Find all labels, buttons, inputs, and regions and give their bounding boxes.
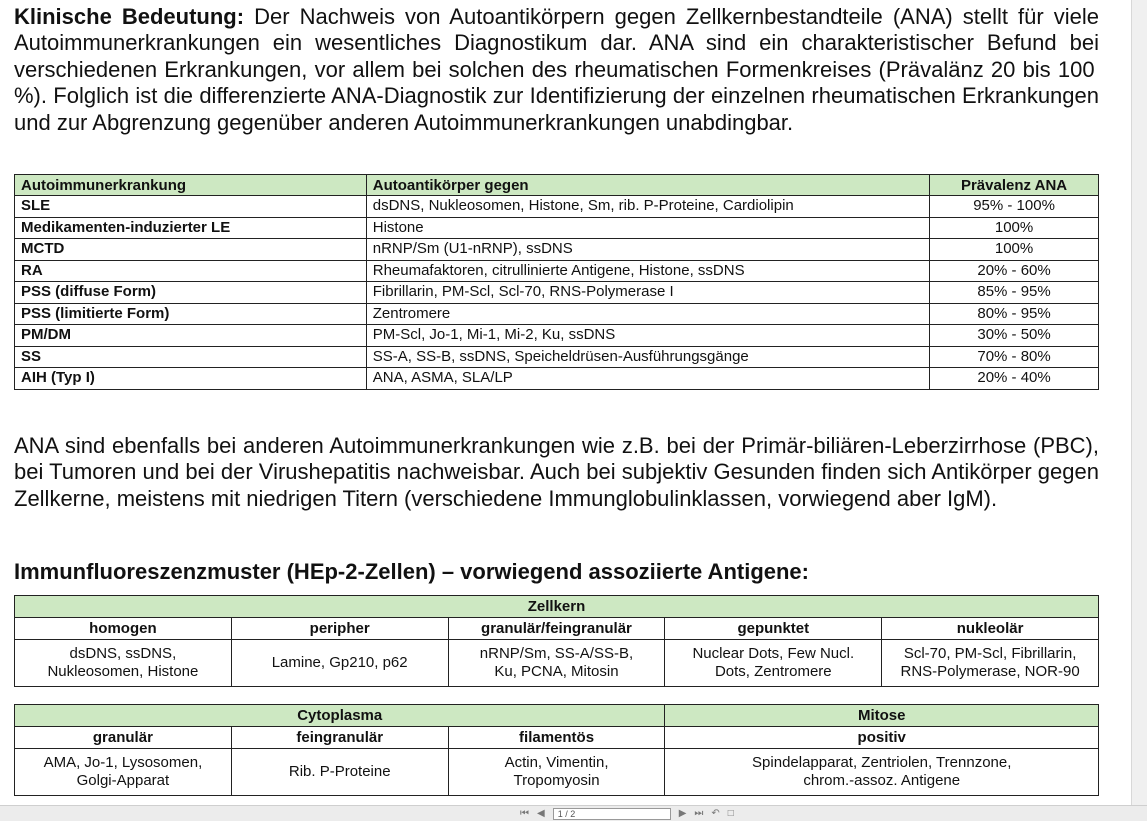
viewer-scrollbar[interactable] bbox=[1131, 0, 1147, 806]
header-prevalence: Prävalenz ANA bbox=[930, 175, 1099, 196]
prevalence-cell: 100% bbox=[930, 239, 1099, 261]
pattern-header-peripher: peripher bbox=[231, 618, 448, 640]
antibodies-cell: PM-Scl, Jo-1, Mi-1, Mi-2, Ku, ssDNS bbox=[366, 325, 929, 347]
antibodies-cell: Fibrillarin, PM-Scl, Scl-70, RNS-Polymerase I bbox=[366, 282, 929, 304]
table-row bbox=[15, 196, 1099, 218]
pattern-header-nukleolaer: nukleolär bbox=[882, 618, 1099, 640]
window-icon[interactable]: □ bbox=[727, 808, 734, 819]
prevalence-cell: 70% - 80% bbox=[930, 346, 1099, 368]
back-icon[interactable]: ↶ bbox=[711, 808, 720, 819]
antigen-cell bbox=[15, 640, 232, 687]
antigen-cell bbox=[665, 640, 882, 687]
disease-cell: PSS (limitierte Form) bbox=[15, 303, 367, 325]
page-navigator bbox=[520, 806, 734, 821]
disease-cell: PM/DM bbox=[15, 325, 367, 347]
antigen-line: AMA, Jo-1, Lysosomen, bbox=[43, 754, 203, 771]
antigen-line: Nukleosomen, Histone bbox=[47, 663, 199, 680]
antigen-cell bbox=[231, 640, 448, 687]
antigen-cell bbox=[882, 640, 1099, 687]
pattern-header-positiv: positiv bbox=[665, 727, 1099, 749]
antigen-line: Tropomyosin bbox=[513, 772, 600, 789]
antigen-line: dsDNS, ssDNS, bbox=[69, 645, 177, 662]
cytoplasma-mitose-table bbox=[14, 704, 1099, 796]
pattern-header-homogen: homogen bbox=[15, 618, 232, 640]
zellkern-antigen-row bbox=[15, 640, 1099, 687]
cyto-mitose-subheader-row bbox=[15, 727, 1099, 749]
mitose-group-header: Mitose bbox=[665, 705, 1099, 727]
table-row bbox=[15, 346, 1099, 368]
antigen-cell bbox=[15, 749, 232, 796]
antibodies-cell: ANA, ASMA, SLA/LP bbox=[366, 368, 929, 390]
antigen-cell bbox=[665, 749, 1099, 796]
antigen-line: Rib. P-Proteine bbox=[288, 763, 391, 780]
antigen-line: Dots, Zentromere bbox=[714, 663, 832, 680]
zellkern-pattern-table bbox=[14, 595, 1099, 687]
clinical-significance-paragraph bbox=[14, 4, 1099, 136]
zellkern-group-row bbox=[15, 596, 1099, 618]
antigen-line: Spindelapparat, Zentriolen, Trennzone, bbox=[752, 754, 1012, 771]
table-row bbox=[15, 282, 1099, 304]
disease-cell: Medikamenten-induzierter LE bbox=[15, 217, 367, 239]
antibodies-cell: Rheumafaktoren, citrullinierte Antigene, Histone, ssDNS bbox=[366, 260, 929, 282]
cyto-mitose-antigen-row bbox=[15, 749, 1099, 796]
disease-cell: RA bbox=[15, 260, 367, 282]
prevalence-cell: 80% - 95% bbox=[930, 303, 1099, 325]
pattern-header-cyto-granulaer: granulär bbox=[15, 727, 232, 749]
cytoplasma-group-header: Cytoplasma bbox=[15, 705, 665, 727]
antigen-line: nRNP/Sm, SS-A/SS-B, bbox=[479, 645, 634, 662]
disease-cell: SLE bbox=[15, 196, 367, 218]
prevalence-cell: 20% - 60% bbox=[930, 260, 1099, 282]
antibodies-cell: SS-A, SS-B, ssDNS, Speicheldrüsen-Ausführungsgänge bbox=[366, 346, 929, 368]
pattern-header-cyto-feingranulaer: feingranulär bbox=[231, 727, 448, 749]
disease-cell: SS bbox=[15, 346, 367, 368]
antigen-line: Actin, Vimentin, bbox=[504, 754, 609, 771]
antibodies-cell: dsDNS, Nukleosomen, Histone, Sm, rib. P-Proteine, Cardiolipin bbox=[366, 196, 929, 218]
viewer-toolbar bbox=[0, 805, 1147, 821]
disease-cell: MCTD bbox=[15, 239, 367, 261]
prevalence-table bbox=[14, 174, 1099, 390]
header-antibodies: Autoantikörper gegen bbox=[366, 175, 929, 196]
prevalence-cell: 30% - 50% bbox=[930, 325, 1099, 347]
page-number-input[interactable]: 1 / 2 bbox=[553, 808, 671, 820]
table-row bbox=[15, 368, 1099, 390]
prevalence-table-header bbox=[15, 175, 1099, 196]
prevalence-cell: 20% - 40% bbox=[930, 368, 1099, 390]
antigen-line: Golgi-Apparat bbox=[76, 772, 170, 789]
antigen-cell bbox=[448, 640, 665, 687]
cyto-mitose-group-row bbox=[15, 705, 1099, 727]
antigen-line: Lamine, Gp210, p62 bbox=[271, 654, 408, 671]
last-page-icon[interactable]: ⏭ bbox=[694, 808, 704, 819]
table-row bbox=[15, 303, 1099, 325]
antigen-line: RNS-Polymerase, NOR-90 bbox=[900, 663, 1080, 680]
clinical-significance-lead: Klinische Bedeutung: bbox=[14, 4, 245, 29]
clinical-significance-text: Der Nachweis von Autoantikörpern gegen Zellkernbestandteile (ANA) stellt für viele Autoimmunerkrankungen ein wesentliches Diagnostikum dar. ANA sind ein charakteristischer Befund bei verschiedenen Erkrankungen, vor allem bei solchen des rheumatischen Formenkreises (Prävalänz 20 bis 100 %). Folglich ist die differenzierte ANA-Diagnostik zur Identifizierung der einzelnen rheumatischen Erkrankungen und zur Abgrenzung gegenüber anderen Autoimmunerkrankungen unabdingbar. bbox=[14, 4, 1099, 135]
antigen-cell bbox=[448, 749, 665, 796]
pattern-header-gepunktet: gepunktet bbox=[665, 618, 882, 640]
prevalence-cell: 85% - 95% bbox=[930, 282, 1099, 304]
zellkern-group-header: Zellkern bbox=[15, 596, 1099, 618]
prevalence-cell: 100% bbox=[930, 217, 1099, 239]
table-row bbox=[15, 325, 1099, 347]
antigen-line: Scl-70, PM-Scl, Fibrillarin, bbox=[903, 645, 1077, 662]
next-page-icon[interactable]: ▶ bbox=[678, 808, 687, 819]
pattern-header-granulaer: granulär/feingranulär bbox=[448, 618, 665, 640]
antigen-line: chrom.-assoz. Antigene bbox=[803, 772, 961, 789]
table-row bbox=[15, 217, 1099, 239]
antibodies-cell: Histone bbox=[366, 217, 929, 239]
antigen-line: Ku, PCNA, Mitosin bbox=[494, 663, 619, 680]
previous-page-icon[interactable]: ◀ bbox=[537, 808, 545, 819]
ana-other-diseases-paragraph: ANA sind ebenfalls bei anderen Autoimmunerkrankungen wie z.B. bei der Primär-biliären-Leberzirrhose (PBC), bei Tumoren und bei der Virushepatitis nachweisbar. Auch bei subjektiv Gesunden finden sich Antikörper gegen Zellkerne, meistens mit niedrigen Titern (verschiedene Immunglobulinklassen, vorwiegend aber IgM). bbox=[14, 433, 1099, 511]
table-row bbox=[15, 239, 1099, 261]
table-row bbox=[15, 260, 1099, 282]
disease-cell: PSS (diffuse Form) bbox=[15, 282, 367, 304]
antigen-line: Nuclear Dots, Few Nucl. bbox=[692, 645, 855, 662]
header-disease: Autoimmunerkrankung bbox=[15, 175, 367, 196]
disease-cell: AIH (Typ I) bbox=[15, 368, 367, 390]
antigen-cell bbox=[231, 749, 448, 796]
first-page-icon[interactable]: ⏮ bbox=[520, 808, 529, 819]
immunofluorescence-heading: Immunfluoreszenzmuster (HEp-2-Zellen) – vorwiegend assoziierte Antigene: bbox=[14, 559, 809, 584]
pattern-header-filamentoes: filamentös bbox=[448, 727, 665, 749]
antibodies-cell: Zentromere bbox=[366, 303, 929, 325]
prevalence-cell: 95% - 100% bbox=[930, 196, 1099, 218]
antibodies-cell: nRNP/Sm (U1-nRNP), ssDNS bbox=[366, 239, 929, 261]
zellkern-subheader-row bbox=[15, 618, 1099, 640]
